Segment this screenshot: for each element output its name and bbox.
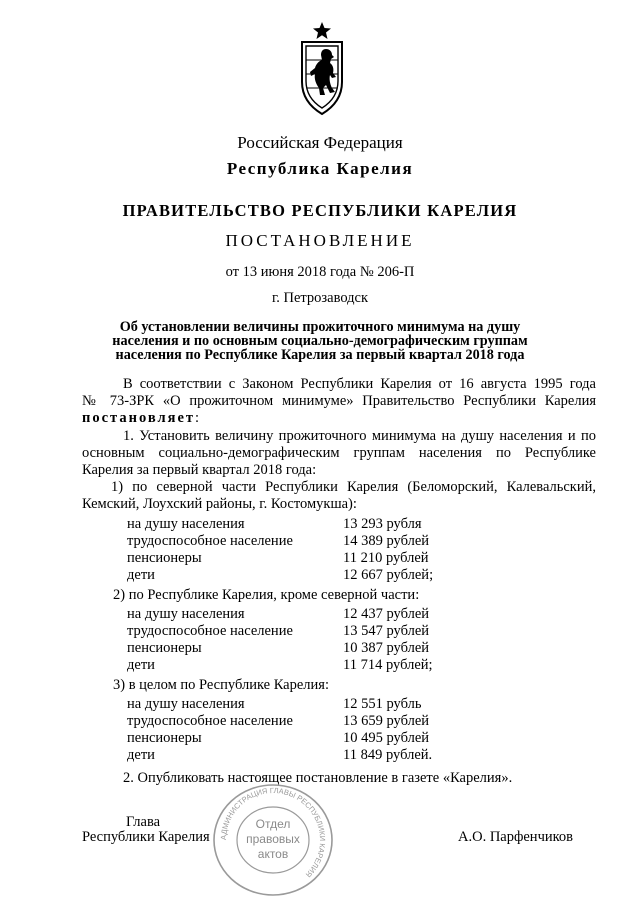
section-heading-line: Кемский, Лоухский районы, г. Костомукша): <box>82 496 357 512</box>
row-value: 12 551 рубль <box>343 696 422 712</box>
row-label: трудоспособное население <box>127 533 293 549</box>
table-row <box>0 606 640 622</box>
table-row <box>0 640 640 656</box>
section-3-heading: 3) в целом по Республике Карелия: <box>113 677 329 693</box>
preamble <box>82 376 596 427</box>
row-label: дети <box>127 567 155 583</box>
row-value: 13 659 рублей <box>343 713 430 729</box>
subject-line: населения и по основным социально-демографическим группам <box>112 333 528 349</box>
row-label: на душу населения <box>127 516 245 532</box>
row-label: на душу населения <box>127 696 245 712</box>
table-row <box>0 657 640 673</box>
subject-line: Об установлении величины прожиточного минимума на душу <box>119 319 521 335</box>
item-1 <box>82 428 596 479</box>
document-subject <box>110 320 530 362</box>
row-label: пенсионеры <box>127 730 202 746</box>
table-row <box>0 533 640 549</box>
signature-title-2: Республики Карелия <box>82 829 210 845</box>
table-row <box>0 730 640 746</box>
table-row <box>0 696 640 712</box>
row-value: 10 495 рублей <box>343 730 430 746</box>
row-value: 12 667 рублей; <box>343 567 434 583</box>
row-value: 11 849 рублей. <box>343 747 433 763</box>
row-label: пенсионеры <box>127 640 202 656</box>
decree-punct: : <box>195 410 200 426</box>
section-heading-line: 1) по северной части Республики Карелия (Беломорский, Калевальский, <box>111 479 596 495</box>
preamble-line: В соответствии с Законом Республики Карелия от 16 августа 1995 года <box>123 376 596 392</box>
row-label: пенсионеры <box>127 550 202 566</box>
table-row <box>0 713 640 729</box>
official-stamp <box>212 782 334 898</box>
signature-title-1: Глава <box>126 814 161 830</box>
stamp-line-2: правовых <box>246 832 300 846</box>
row-label: дети <box>127 747 155 763</box>
date-number: от 13 июня 2018 года № 206-П <box>225 264 415 280</box>
section-2-heading: 2) по Республике Карелия, кроме северной части: <box>113 587 420 603</box>
government-title: ПРАВИТЕЛЬСТВО РЕСПУБЛИКИ КАРЕЛИЯ <box>122 201 518 220</box>
row-value: 11 714 рублей; <box>343 657 433 673</box>
stamp-line-3: актов <box>257 847 289 861</box>
row-value: 11 210 рублей <box>343 550 429 566</box>
item-2: 2. Опубликовать настоящее постановление в газете «Карелия». <box>123 770 513 786</box>
item-line: Карелия за первый квартал 2018 года: <box>82 462 317 478</box>
row-value: 12 437 рублей <box>343 606 430 622</box>
row-label: на душу населения <box>127 606 245 622</box>
stamp-ring-text: АДМИНИСТРАЦИЯ ГЛАВЫ РЕСПУБЛИКИ КАРЕЛИЯ <box>218 785 328 880</box>
item-line: 1. Установить величину прожиточного минимума на душу населения и по <box>123 428 596 444</box>
table-row <box>0 623 640 639</box>
row-value: 14 389 рублей <box>343 533 430 549</box>
table-row <box>0 567 640 583</box>
row-label: трудоспособное население <box>127 713 293 729</box>
stamp-line-1: Отдел <box>255 817 291 831</box>
preamble-line: № 73-ЗРК «О прожиточном минимуме» Правительство Республики Карелия <box>82 393 596 409</box>
country-name: Российская Федерация <box>237 133 403 152</box>
row-value: 13 293 рубля <box>343 516 422 532</box>
table-row <box>0 550 640 566</box>
decree-word: постановляет <box>82 410 196 426</box>
republic-name: Республика Карелия <box>226 159 414 178</box>
signature-name: А.О. Парфенчиков <box>458 829 574 845</box>
row-label: трудоспособное население <box>127 623 293 639</box>
karelia-bear-coat-of-arms-icon <box>299 22 345 116</box>
preamble-decree <box>82 410 596 427</box>
table-row <box>0 516 640 532</box>
row-value: 13 547 рублей <box>343 623 430 639</box>
city: г. Петрозаводск <box>271 290 369 306</box>
table-row <box>0 747 640 763</box>
subject-line: населения по Республике Карелия за первый квартал 2018 года <box>115 347 525 363</box>
row-label: дети <box>127 657 155 673</box>
document-type: ПОСТАНОВЛЕНИЕ <box>225 231 415 250</box>
item-line: основным социально-демографическим группам населения по Республике <box>82 445 596 461</box>
row-value: 10 387 рублей <box>343 640 430 656</box>
section-1-heading <box>82 479 596 513</box>
